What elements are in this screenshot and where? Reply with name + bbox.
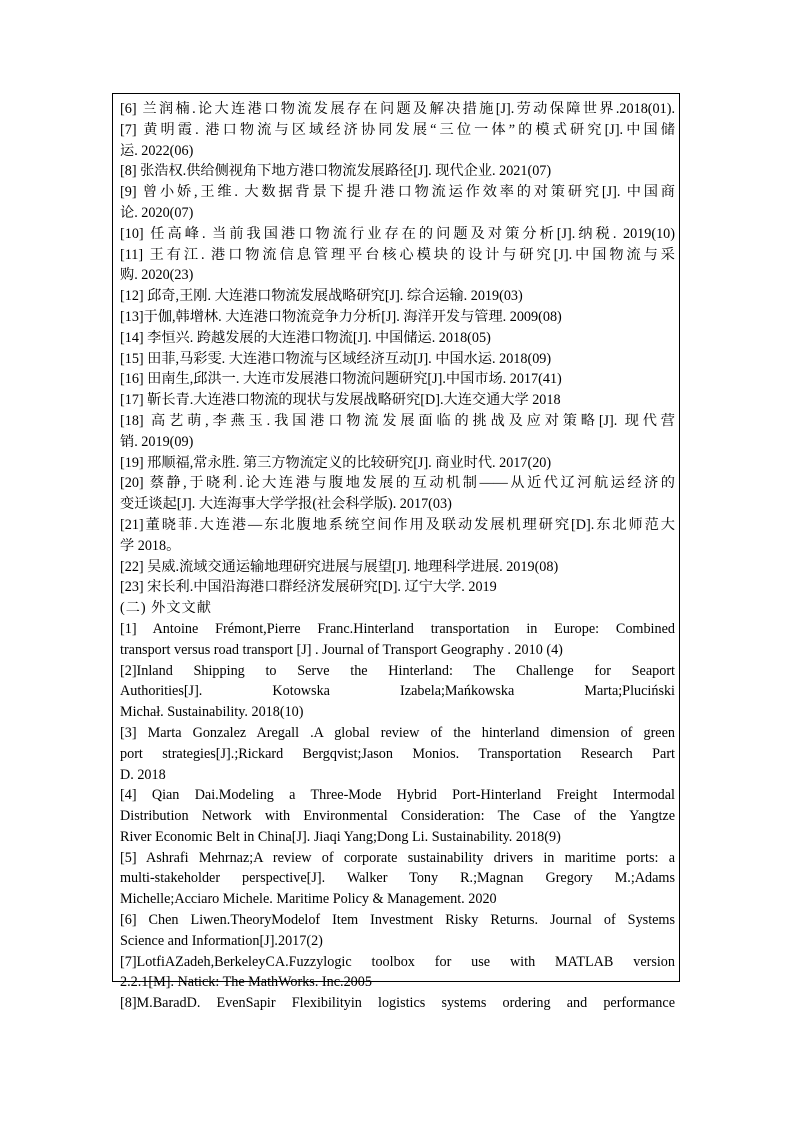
reference-line: port strategies[J].;Rickard Bergqvist;Jason Monios. Transportation Research Part [120,745,675,762]
reference-line: [10] 任高峰. 当前我国港口物流行业存在的问题及对策分析[J].纳税. 2019(10) [120,225,675,242]
reference-line: [20] 蔡静,于晓利.论大连港与腹地发展的互动机制——从近代辽河航运经济的 [120,475,675,492]
reference-line: [11] 王有江. 港口物流信息管理平台核心模块的设计与研究[J].中国物流与采 [120,246,675,263]
reference-line: [17] 靳长青.大连港口物流的现状与发展战略研究[D].大连交通大学 2018 [120,392,561,409]
reference-line: [6] Chen Liwen.TheoryModelof Item Investment Risky Returns. Journal of Systems [120,912,675,929]
reference-line: Science and Information[J].2017(2) [120,932,323,949]
reference-line: [8] 张浩权.供给侧视角下地方港口物流发展路径[J]. 现代企业. 2021(07) [120,163,552,180]
reference-line: [14] 李恒兴. 跨越发展的大连港口物流[J]. 中国储运. 2018(05) [120,329,491,346]
reference-line: Distribution Network with Environmental Consideration: The Case of the Yangtze [120,808,675,825]
reference-line: Authorities[J]. Kotowska Izabela;Mańkowska Marta;Pluciński [120,683,675,700]
reference-line: [13]于伽,韩增林. 大连港口物流竞争力分析[J]. 海洋开发与管理. 2009(08) [120,308,562,325]
reference-line: [3] Marta Gonzalez Aregall .A global review of the hinterland dimension of green [120,724,675,741]
reference-line: [9] 曾小娇,王维. 大数据背景下提升港口物流运作效率的对策研究[J]. 中国商 [120,184,675,201]
reference-table-frame [112,93,680,1012]
reference-line: 学 2018。 [120,537,181,554]
reference-line: [6] 兰润楠.论大连港口物流发展存在问题及解决措施[J].劳动保障世界.2018(01). [120,101,675,117]
reference-line: [7]LotfiAZadeh,BerkeleyCA.Fuzzylogic toolbox for use with MATLAB version [120,953,675,970]
reference-line: 销. 2019(09) [120,433,194,450]
reference-line: [21]董晓菲.大连港—东北腹地系统空间作用及联动发展机理研究[D].东北师范大 [120,516,675,533]
reference-line: [18] 高艺萌,李燕玉.我国港口物流发展面临的挑战及应对策略[J]. 现代营 [120,412,675,429]
reference-line: [16] 田南生,邱洪一. 大连市发展港口物流问题研究[J].中国市场. 2017(41) [120,371,562,388]
reference-line: River Economic Belt in China[J]. Jiaqi Yang;Dong Li. Sustainability. 2018(9) [120,828,561,845]
reference-line: [8]M.BaradD. EvenSapir Flexibilityin logistics systems ordering and performance [120,995,675,1012]
reference-line: 论. 2020(07) [120,204,194,221]
reference-line: [23] 宋长利.中国沿海港口群经济发展研究[D]. 辽宁大学. 2019 [120,579,497,596]
reference-line: Michelle;Acciaro Michele. Maritime Policy & Management. 2020 [120,891,497,908]
reference-line: [12] 邱奇,王刚. 大连港口物流发展战略研究[J]. 综合运输. 2019(03) [120,288,523,305]
reference-line: Michał. Sustainability. 2018(10) [120,704,304,721]
reference-list [120,99,675,1014]
reference-line: 购. 2020(23) [120,267,194,284]
section-heading: (二) 外文文献 [120,600,212,617]
reference-line: [5] Ashrafi Mehrnaz;A review of corporate sustainability drivers in maritime ports: a [120,849,675,866]
reference-line: 2.2.1[M]. Natick: The MathWorks. Inc.2005 [120,974,372,991]
reference-line: [1] Antoine Frémont,Pierre Franc.Hinterland transportation in Europe: Combined [120,620,675,637]
reference-line: 变迁谈起[J]. 大连海事大学学报(社会科学版). 2017(03) [120,496,452,513]
reference-line: [2]Inland Shipping to Serve the Hinterland: The Challenge for Seaport [120,662,675,679]
reference-line: [15] 田菲,马彩雯. 大连港口物流与区域经济互动[J]. 中国水运. 2018(09) [120,350,552,367]
reference-line: [4] Qian Dai.Modeling a Three-Mode Hybrid Port-Hinterland Freight Intermodal [120,787,675,804]
reference-line: [22] 吴威.流域交通运输地理研究进展与展望[J]. 地理科学进展. 2019(08) [120,558,559,575]
reference-line: 运. 2022(06) [120,142,194,159]
reference-line: [7] 黄明霞. 港口物流与区域经济协同发展“三位一体”的模式研究[J].中国储 [120,121,675,138]
reference-line: transport versus road transport [J] . Journal of Transport Geography . 2010 (4) [120,641,563,658]
reference-line: multi-stakeholder perspective[J]. Walker Tony R.;Magnan Gregory M.;Adams [120,870,675,887]
reference-line: D. 2018 [120,766,166,783]
reference-line: [19] 邢顺福,常永胜. 第三方物流定义的比较研究[J]. 商业时代. 2017(20) [120,454,552,471]
